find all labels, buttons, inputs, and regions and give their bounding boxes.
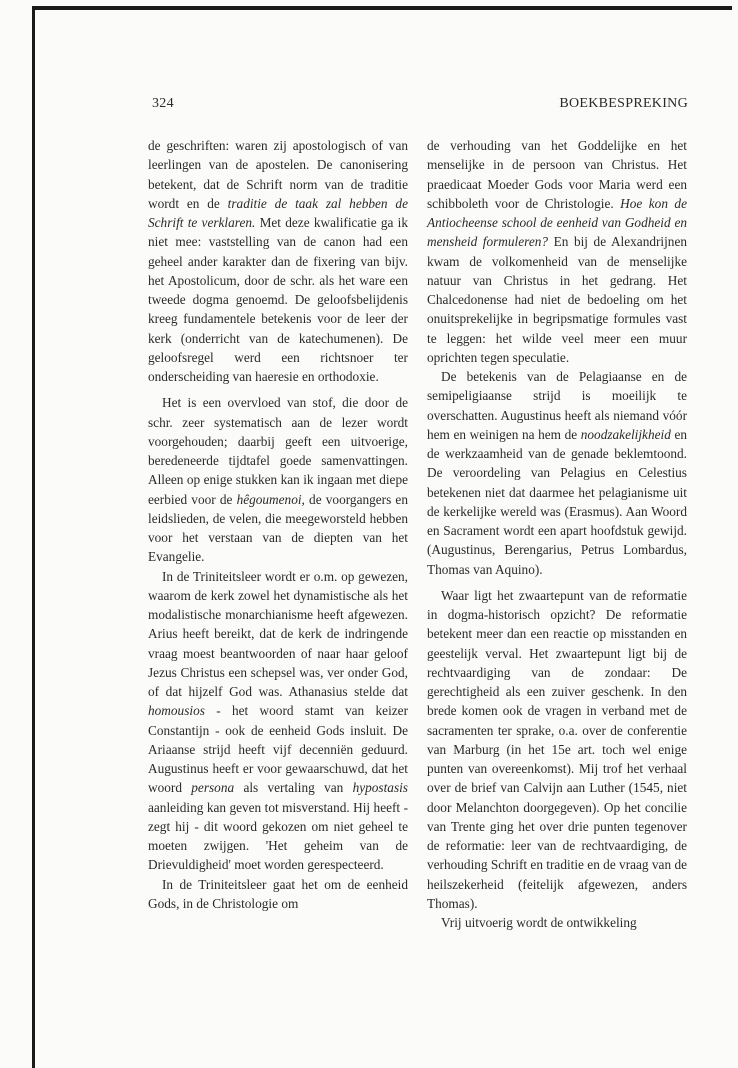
text-run: aanleiding kan geven tot misverstand. Hij heeft - zegt hij - dit woord gekozen om niet geheel te moeten zwijgen. 'Het geheim van de Drievuldigheid' moet worden gerespecteerd.	[148, 799, 408, 873]
text-run: de voorgangers en leidslieden, de velen, die meegeworsteld hebben voor het verstaan van de diepten van het Evangelie.	[148, 491, 408, 565]
paragraph	[148, 136, 408, 386]
text-run: In de Triniteitsleer wordt er o.m. op gewezen, waarom de kerk zowel het dynamistische als het modalistische monarchianisme heeft afgewezen. Arius heeft bereikt, dat de kerk de indringende vraag moest beantwoorden of naar haar geloof Jezus Christus een schepsel was, ver onder God, of dat hijzelf God was. Athanasius stelde dat	[148, 568, 408, 699]
italic-run: persona	[191, 780, 235, 796]
paragraph	[148, 393, 408, 566]
paragraph	[427, 913, 687, 932]
italic-run: noodzakelijkheid	[580, 426, 671, 442]
text-run: De betekenis van de Pelagiaanse en de semipeligiaanse strijd is moeilijk te overschatten. Augustinus heeft als niemand vóór hem en weinigen na hem de	[427, 369, 687, 442]
running-head: BOEKBESPREKING	[559, 96, 688, 111]
text-run: - het woord stamt van keizer Constantijn - ook de eenheid Gods insluit. De Ariaanse strijd heeft vijf decenniën geduurd. Augustinus heeft er voor gewaarschuwd, dat het woord	[148, 703, 408, 796]
text-run: Waar ligt het zwaartepunt van de reformatie in dogma-historisch opzicht? De reformatie betekent meer dan een reactie op misstanden en geestelijk verval. Het zwaartepunt ligt bij de rechtvaardiging van de zondaar: De gerechtigheid als een zuiver geschenk. In den brede komen ook de vragen in verband met de sacramenten ter sprake, o.a. over de conferentie van Marburg (in het 15e art. toch wel enige punten van overeenkomst). Mij trof het verhaal over de brief van Calvijn aan Luther (1545, niet door Melanchton doorgegeven). Op het concilie van Trente ging het over drie punten tegenover de reformatie: leer van de rechtvaardiging, de verhouding Schrift en traditie en de vraag van de heilszekerheid (feitelijk afgewezen, anders Thomas).	[427, 587, 687, 911]
paragraph	[148, 567, 408, 875]
left-column	[148, 136, 408, 913]
scan-border-left	[32, 6, 35, 1068]
text-run: In de Triniteitsleer gaat het om de eenheid Gods, in de Christologie om	[148, 876, 408, 911]
page-number: 324	[152, 96, 174, 111]
paragraph	[427, 367, 687, 579]
italic-run: Hoe kon de Antiocheense school de eenheid van Godheid en mensheid formuleren?	[427, 195, 687, 250]
text-run: Het is een overvloed van stof, die door de schr. zeer systematisch aan de lezer wordt voorgehouden; daarbij geeft een uitvoerige, beredeneerde tijdtafel goede samenvattingen. Alleen op enige stukken kan ik ingaan met diepe eerbied voor de	[148, 395, 408, 507]
text-run: als vertaling van	[234, 780, 353, 796]
text-run: en de werkzaamheid van de genade beklemtoond. De veroordeling van Pelagius en Celestius betekenen niet dat daarmee het pelagianisme uit de kerkelijke wereld was (Erasmus). Aan Woord en Sacrament wordt een apart hoofdstuk gewijd. (Augustinus, Berengarius, Petrus Lombardus, Thomas van Aquino).	[427, 426, 688, 577]
scan-border-top	[32, 6, 732, 10]
italic-run: hêgoumenoi,	[236, 491, 305, 507]
paragraph	[427, 586, 687, 913]
italic-run: traditie de taak zal hebben de Schrift te verklaren.	[148, 195, 408, 230]
text-run: En bij de Alexandrijnen kwam de volkomenheid van de menselijke natuur van Christus in het gedrang. Het Chalcedonense had niet de bedoeling om het onuitsprekelijke in begripsmatige formules vast te leggen: het wilde veel meer een muur oprichten tegen speculatie.	[427, 234, 688, 365]
paragraph	[427, 136, 687, 367]
text-run: Vrij uitvoerig wordt de ontwikkeling	[441, 915, 637, 930]
text-run: Met deze kwalificatie ga ik niet mee: vaststelling van de canon had een geheel ander karakter dan de fixering van bijv. het Apostolicum, door de schr. als het ware een tweede dogma genoemd. De geloofsbelijdenis kreeg fundamentele betekenis voor de leer der kerk (onderricht van de katechumenen). De geloofsregel werd een richtsnoer ter onderscheiding van haeresie en orthodoxie.	[148, 215, 408, 384]
paragraph	[148, 875, 408, 914]
page-header	[152, 96, 688, 116]
italic-run: homousios	[148, 703, 205, 719]
text-run: de verhouding van het Goddelijke en het menselijke in de persoon van Christus. Het praedicaat Moeder Gods voor Maria werd een schibboleth voor de Christologie.	[427, 138, 687, 211]
italic-run: hypostasis	[352, 780, 408, 796]
right-column	[427, 136, 687, 932]
text-run: de geschriften: waren zij apostologisch of van leerlingen van de apostelen. De canonisering betekent, dat de Schrift norm van de traditie wordt en de	[148, 138, 408, 211]
